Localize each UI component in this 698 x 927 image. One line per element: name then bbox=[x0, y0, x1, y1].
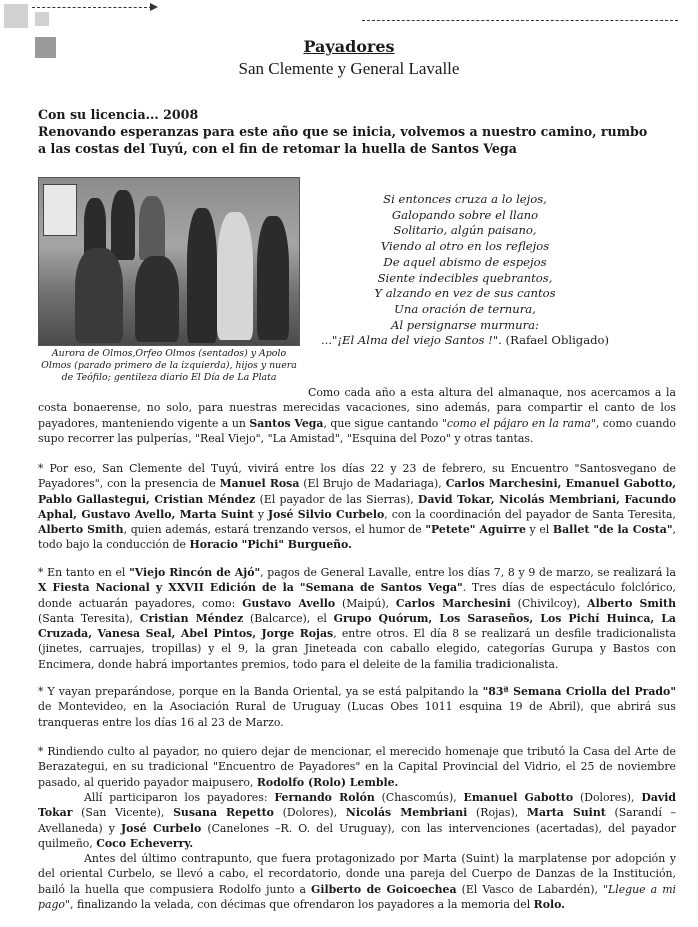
text-run: (El Vasco de Labardén), bbox=[456, 882, 604, 896]
text-run: (Dolores), bbox=[573, 791, 642, 804]
text-run: * En tanto en el bbox=[38, 566, 130, 579]
paragraph-5 bbox=[38, 744, 676, 790]
text-run: * Por eso, San Clemente del Tuyú, vivirá entre los días 22 y 23 de febrero, su Encuentro "Santosvegano de Payadores", con la presencia de bbox=[38, 462, 676, 491]
poem-line: Y alzando en vez de sus cantos bbox=[374, 286, 556, 301]
photo-figure bbox=[75, 248, 123, 343]
bold-run: José Curbelo bbox=[121, 821, 202, 835]
paragraph-3 bbox=[38, 565, 676, 672]
text-run: (Dolores), bbox=[273, 806, 346, 820]
bold-run: Nicolás Membriani bbox=[345, 806, 468, 820]
bold-run: Grupo Quórum, Los Saraseños, Los Pichí Huinca, La Cruzada, Vanesa Seal, Abel Pintos, Jorge Rojas bbox=[38, 611, 676, 641]
photo-caption: Aurora de Olmos,Orfeo Olmos (sentados) y Apolo Olmos (parado primero de la izquierda), hijos y nuera de Teófilo; gentileza diario El Día de La Plata bbox=[41, 348, 297, 383]
bold-run: Gustavo Avello bbox=[242, 596, 336, 610]
text-run: (Sarandí –Avellaneda) y bbox=[38, 806, 676, 835]
text-run: , entre otros. El día 8 se realizará un desfile tradicionalista (jinetes, carruajes, tropillas) y el 9, la gran Jineteada con caballo elegido, categorías Gurupa y Bastos con Encimera, donde habrá importantes premios, todo para el deleite de la familia tradicionalista. bbox=[38, 627, 676, 671]
text-run: . Tres días de espectáculo folclórico, donde actuarán payadores, como: bbox=[38, 581, 676, 610]
poem-line: De aquel abismo de espejos bbox=[383, 254, 547, 269]
bold-run: Coco Echeverry. bbox=[96, 836, 194, 850]
paragraph-4 bbox=[38, 684, 676, 730]
paragraph-6 bbox=[38, 790, 676, 851]
photo-figure bbox=[139, 196, 165, 260]
decorative-square-2 bbox=[35, 12, 49, 26]
bold-run: Susana Repetto bbox=[173, 806, 274, 820]
poem-line: Solitario, algún paisano, bbox=[393, 223, 537, 238]
text-run: y bbox=[253, 507, 268, 521]
text-run: (Chascomús), bbox=[374, 791, 464, 804]
intro-line-1: Con su licencia... 2008 bbox=[38, 107, 199, 122]
bold-run: "83ª Semana Criolla del Prado" bbox=[482, 685, 676, 698]
photo-figure bbox=[111, 190, 135, 260]
italic-run: "como el pájaro en la rama" bbox=[441, 416, 596, 430]
poem-line: Galopando sobre el llano bbox=[391, 207, 539, 222]
text-run: Allí participaron los payadores: bbox=[84, 791, 275, 804]
text-run: , todo bajo la conducción de bbox=[38, 523, 676, 552]
text-run: , que sigue cantando bbox=[323, 416, 442, 430]
text-run: (Maipú), bbox=[335, 596, 396, 610]
bold-run: Carlos Marchesini, Emanuel Gabotto, Pablo Gallastegui, Cristian Méndez bbox=[38, 477, 676, 506]
text-run: , pagos de General Lavalle, entre los días 7, 8 y 9 de marzo, se realizará la bbox=[260, 566, 676, 579]
text-run: , con la coordinación del payador de Santa Teresita, bbox=[384, 507, 676, 521]
text-run: (San Vicente), bbox=[72, 806, 174, 820]
dashed-rule bbox=[362, 20, 678, 21]
bold-run: David Tokar bbox=[38, 791, 676, 820]
text-run: , como cuando supo recorrer las pulperías, "Real Viejo", "La Amistad", "Esquina del Pozo" y otras tantas. bbox=[38, 416, 676, 445]
bold-run: Fernando Rolón bbox=[274, 791, 375, 804]
bold-run: Rodolfo (Rolo) Lemble. bbox=[256, 775, 399, 789]
text-run: (El Brujo de Madariaga), bbox=[299, 477, 446, 491]
page-subtitle: San Clemente y General Lavalle bbox=[238, 59, 460, 78]
bold-run: "Viejo Rincón de Ajó" bbox=[129, 566, 261, 579]
photo-figure bbox=[187, 208, 217, 343]
intro-block bbox=[38, 106, 658, 157]
intro-line-2: Renovando esperanzas para este año que se inicia, volvemos a nuestro camino, rumbo a las costas del Tuyú, con el fin de retomar la huella de Santos Vega bbox=[38, 124, 648, 156]
italic-run: "Llegue a mi pago" bbox=[38, 882, 677, 911]
poem-quote: ..."¡El Alma del viejo Santos !". bbox=[320, 333, 502, 348]
bold-run: Marta Suint bbox=[526, 806, 606, 820]
bold-run: Manuel Rosa bbox=[219, 477, 300, 491]
poem-line: Si entonces cruza a lo lejos, bbox=[383, 192, 547, 206]
bold-run: Emanuel Gabotto bbox=[463, 791, 574, 804]
photo-figure bbox=[217, 212, 253, 340]
text-run: , quien además, estará trenzando versos, el humor de bbox=[123, 523, 426, 537]
poem-block bbox=[315, 192, 615, 349]
bold-run: Horacio "Pichi" Burgueño. bbox=[189, 538, 352, 552]
text-run: (El payador de las Sierras), bbox=[255, 492, 418, 506]
bold-run: Alberto Smith bbox=[587, 596, 676, 610]
poem-line: Siente indecibles quebrantos, bbox=[377, 270, 553, 285]
poem-line: Una oración de ternura, bbox=[394, 301, 536, 316]
bold-run: "Petete" Aguirre bbox=[425, 523, 526, 537]
poem-line: Viendo al otro en los reflejos bbox=[380, 239, 550, 254]
photo-figure bbox=[135, 256, 179, 342]
paragraph-7 bbox=[38, 851, 676, 912]
paragraph-1 bbox=[38, 385, 676, 446]
text-run: y el bbox=[525, 523, 553, 537]
bold-run: Cristian Méndez bbox=[139, 611, 244, 625]
bold-run: José Silvio Curbelo bbox=[267, 507, 385, 521]
poem-line: Al persignarse murmura: bbox=[391, 317, 539, 332]
text-run: (Chivilcoy), bbox=[510, 596, 588, 610]
bold-run: Carlos Marchesini bbox=[395, 596, 511, 610]
bold-run: David Tokar, Nicolás Membriani, Facundo Aphal, Gustavo Avello, Marta Suint bbox=[38, 492, 676, 521]
photo-sign bbox=[43, 184, 77, 236]
text-run: (Rojas), bbox=[467, 806, 527, 820]
text-run: de Montevideo, en la Asociación Rural de Uruguay (Lucas Obes 1011 esquina 19 de Abril), que abrirá sus tranqueras entre los días 16 al 23 de Marzo. bbox=[38, 700, 676, 729]
bold-run: Ballet "de la Costa" bbox=[552, 523, 673, 537]
text-run: * Rindiendo culto al payador, no quiero dejar de mencionar, el merecido homenaje que tributó la Casa del Arte de Berazategui, en su tradicional "Encuentro de Payadores" en la Capital Provincial del Vidrio, el 25 de noviembre pasado, al querido payador maipusero, bbox=[38, 745, 676, 789]
decorative-square-1 bbox=[4, 4, 28, 28]
bold-run: Rolo. bbox=[533, 897, 565, 911]
photo-figure bbox=[257, 216, 289, 340]
poem-last-line bbox=[315, 333, 615, 349]
page-title: Payadores bbox=[303, 37, 395, 56]
text-run: Como cada año a esta altura del almanaque, nos acercamos a la costa bonaerense, no solo, para nuestras merecidas vacaciones, sino además, para compartir el canto de los payadores, manteniendo vigente a un bbox=[38, 386, 676, 430]
text-run: (Canelones –R. O. del Uruguay), con las intervenciones (acertadas), del payador quilmeño, bbox=[38, 821, 676, 850]
bold-run: Santos Vega bbox=[249, 416, 324, 430]
bold-run: X Fiesta Nacional y XXVII Edición de la "Semana de Santos Vega" bbox=[38, 581, 463, 595]
group-photo bbox=[38, 177, 300, 346]
text-run: (Santa Teresita), bbox=[38, 611, 140, 625]
text-run: (Balcarce), el bbox=[243, 611, 334, 625]
arrow-head-icon bbox=[150, 3, 158, 11]
poem-author: (Rafael Obligado) bbox=[501, 333, 610, 348]
text-run: Antes del último contrapunto, que fuera protagonizado por Marta (Suint) la marplatense por adopción y del oriental Curbelo, se llevó a cabo, el recordatorio, donde una pareja del Cuerpo de Danzas de la Institución, bailó la huella que compusiera Rodolfo junto a bbox=[38, 852, 676, 896]
text-run: , finalizando la velada, con décimas que ofrendaron los payadores a la memoria del bbox=[70, 897, 534, 911]
text-run: * Y vayan preparándose, porque en la Banda Oriental, ya se está palpitando la bbox=[38, 685, 483, 698]
dashed-arrow-line bbox=[32, 7, 152, 8]
paragraph-2 bbox=[38, 461, 676, 553]
bold-run: Alberto Smith bbox=[38, 523, 124, 537]
bold-run: Gilberto de Goicoechea bbox=[311, 882, 457, 896]
